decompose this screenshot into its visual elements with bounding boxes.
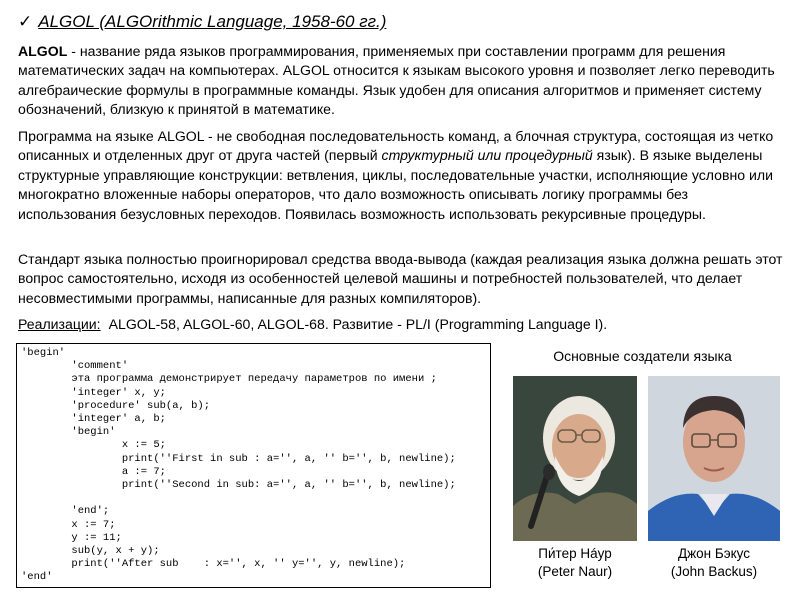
code-listing: 'begin' 'comment' эта программа демонстрирует передачу параметров по имени ; 'integer' x, y; 'procedure' sub(a, b); 'integer' a, b; 'begin' x := 5; print(''First in sub : a='', a, '' b='', b, newline); a := 7; print(''Second in sub: a='', a, '' b='', b, newline); 'end'; x := 7; y := 11; sub(y, x + y); print(''After sub : x='', x, '' y='', y, newline); 'end' — [21, 347, 456, 584]
backus-name-en: (John Backus) — [670, 564, 758, 579]
code-example-box — [16, 343, 491, 588]
checkmark-icon: ✓ — [18, 12, 33, 31]
title-text: ALGOL (ALGOrithmic Language, 1958-60 гг.) — [38, 12, 387, 31]
paragraph-io: Стандарт языка полностью проигнорировал средства ввода-вывода (каждая реализация языка должна решать этот вопрос самостоятельно, исходя из особенностей целевой машины и потребностей пользователей, что делает несовместимыми программы, написанные для разных компиляторов). — [18, 251, 783, 306]
structure-italic: структурный или процедурный — [381, 147, 593, 164]
algol-term: ALGOL — [18, 43, 68, 59]
paragraph-definition — [18, 42, 786, 120]
backus-name — [644, 545, 784, 581]
structure-text-a: Программа на языке ALGOL - не свободная последовательность команд, а блочная структура, состоящая из четко описанных и отделенных друг от друга частей (первый — [18, 128, 774, 164]
structure-text-b: язык). В языке выделены структурные управляющие конструкции: ветвления, циклы, последовательные участки, исполняющие условно или многократно вложенные наборы операторов, что дало возможность описывать логику программы без использования безусловных переходов. Появилась возможность использовать рекурсивные процедуры. — [18, 147, 774, 222]
peter-naur-photo — [513, 376, 637, 541]
paragraph-structure — [18, 127, 786, 224]
creators-caption: Основные создатели языка — [553, 348, 732, 364]
slide-title — [18, 12, 386, 32]
implementations-label: Реализации: — [18, 316, 101, 332]
naur-name-en: (Peter Naur) — [537, 564, 613, 579]
portrait-naur-icon — [513, 376, 637, 541]
paragraph-implementations — [18, 315, 786, 334]
portrait-backus-icon — [648, 376, 780, 541]
naur-name-ru: Пи́тер Нáур — [538, 546, 612, 561]
backus-name-ru: Джон Бэкус — [677, 546, 751, 561]
naur-name — [505, 545, 645, 581]
john-backus-photo — [648, 376, 780, 541]
definition-text: - название ряда языков программирования, применяемых при составлении программ для решения математических задач на компьютерах. ALGOL относится к языкам высокого уровня и позволяет легко переводить алгебраические формулы в программные команды. Язык удобен для описания алгоритмов и применяет систему обозначений, близкую к принятой в математике. — [18, 43, 775, 118]
implementations-text: ALGOL-58, ALGOL-60, ALGOL-68. Развитие - PL/I (Programming Language I). — [108, 316, 608, 332]
